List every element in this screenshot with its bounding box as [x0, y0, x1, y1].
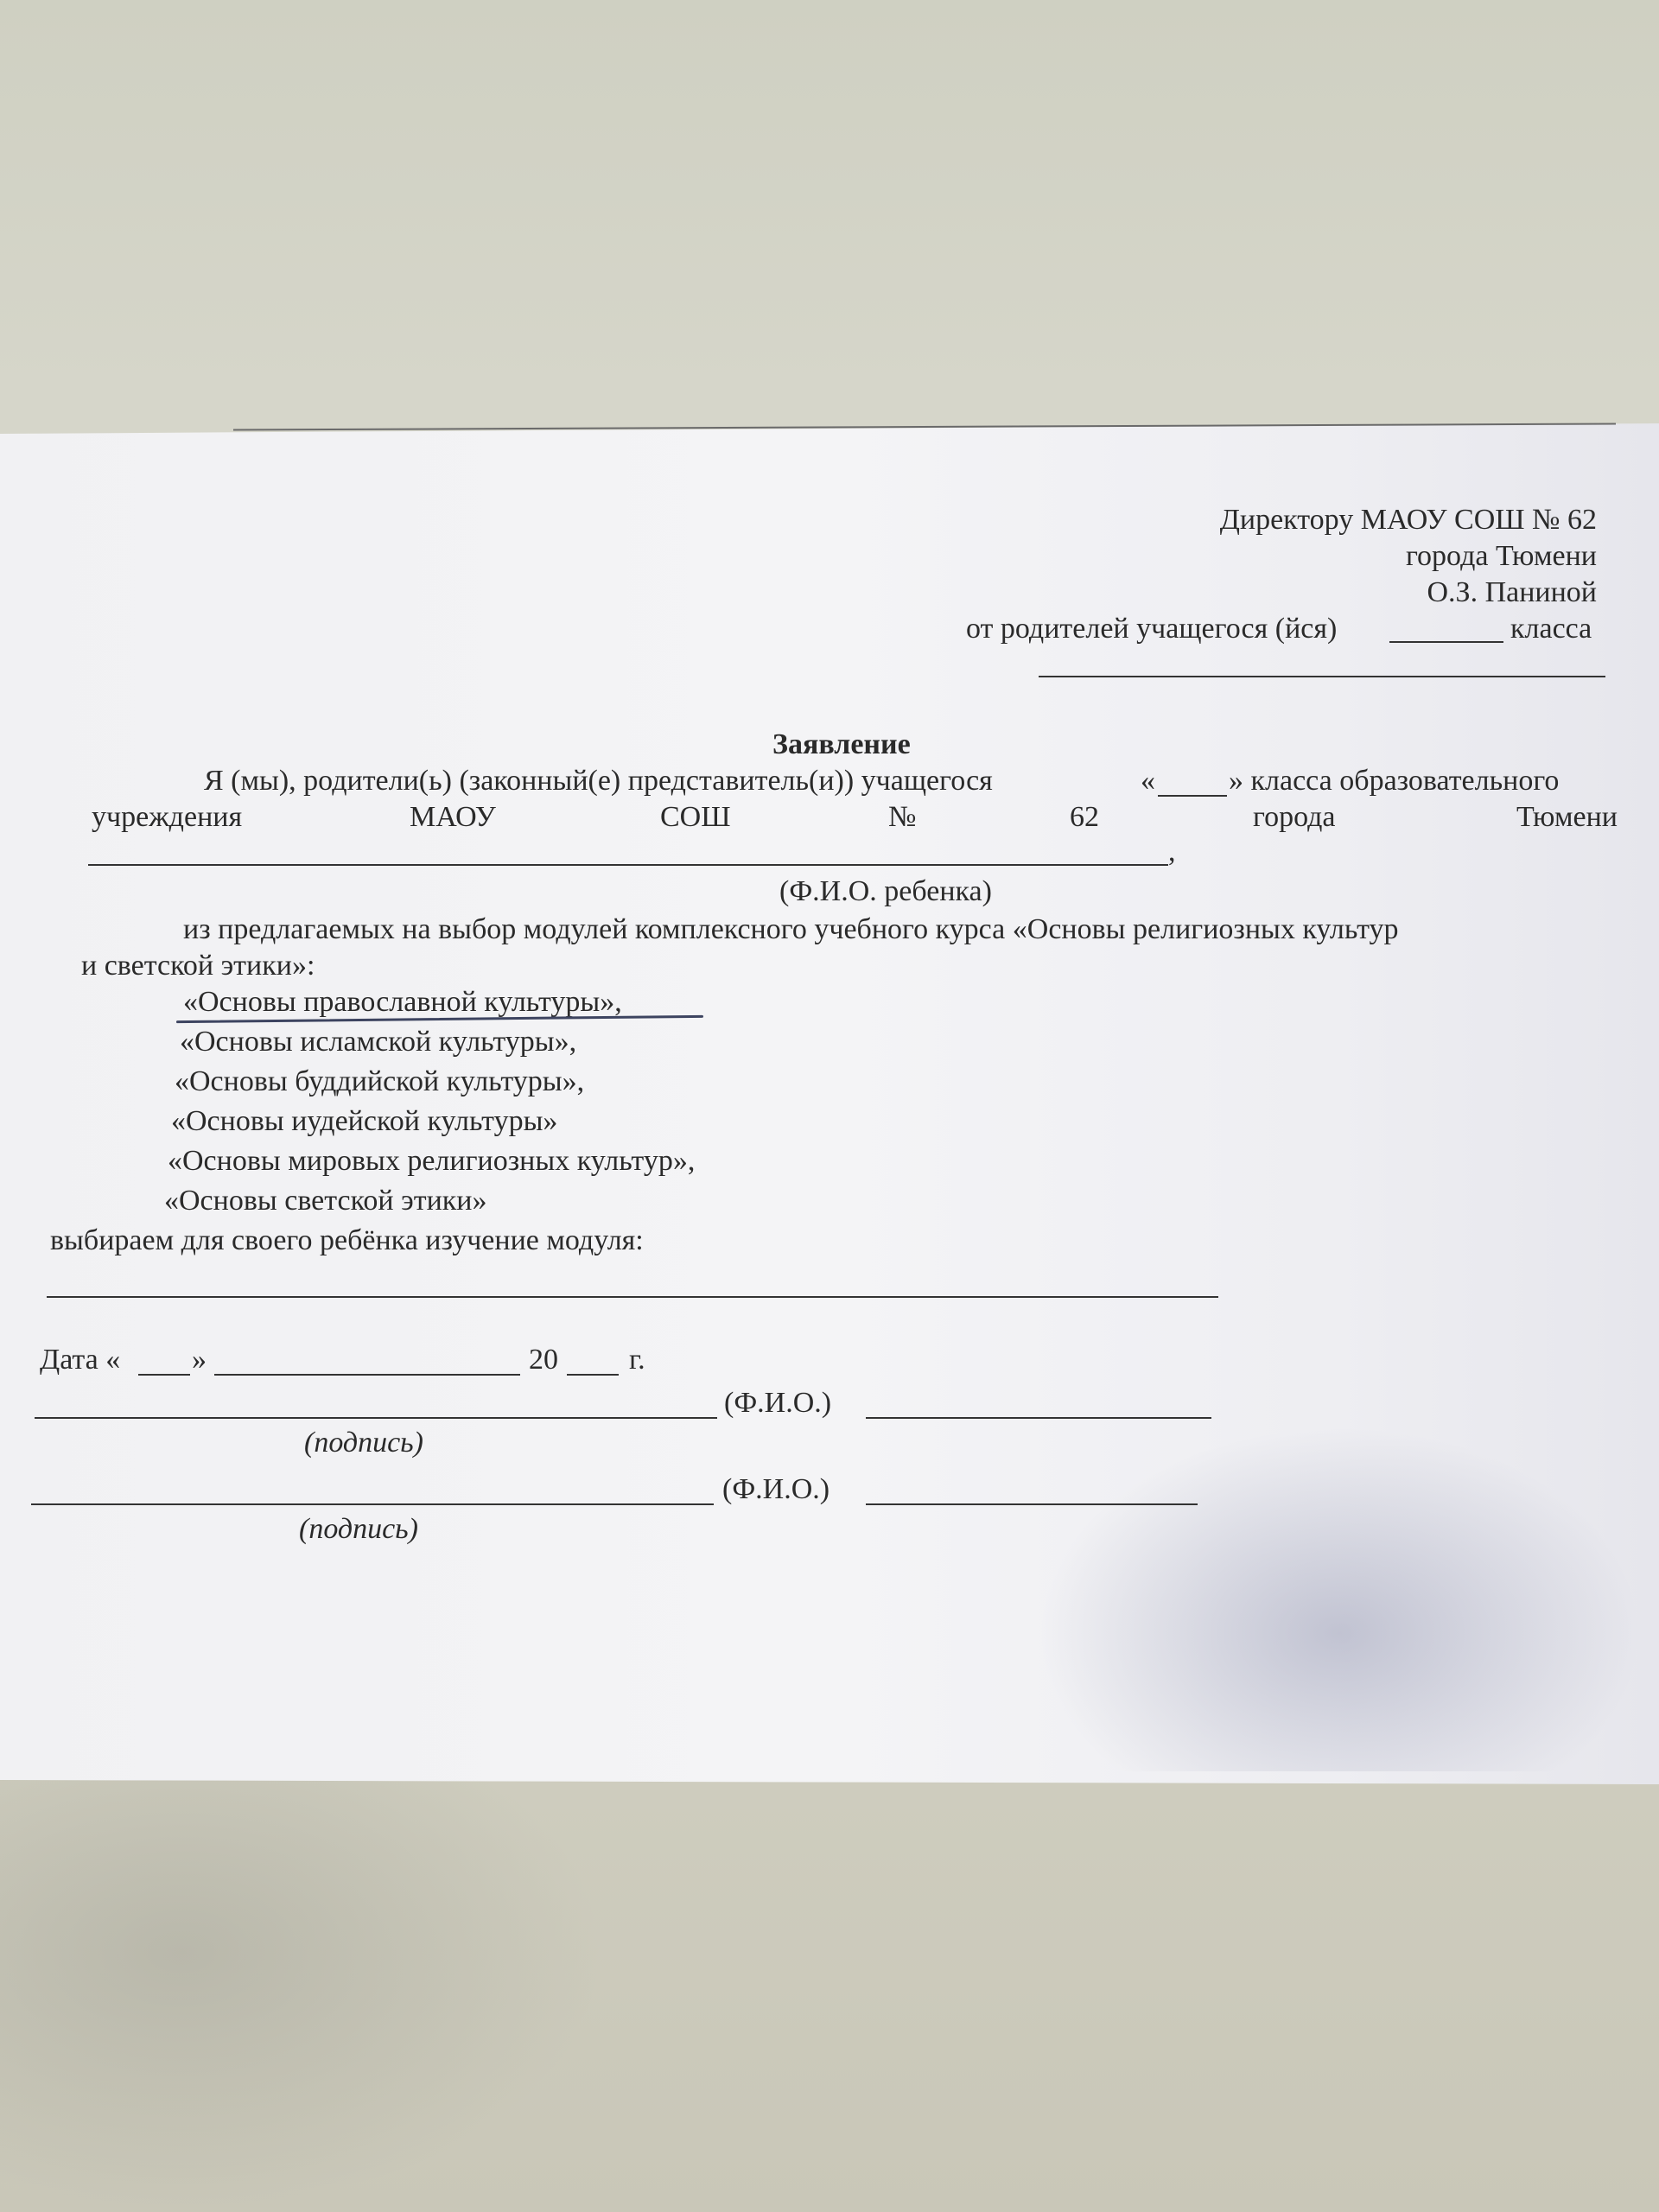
- parent-name-line[interactable]: [1039, 676, 1605, 677]
- signature-line-1[interactable]: [35, 1417, 717, 1419]
- fio-label-1: (Ф.И.О.): [724, 1387, 832, 1419]
- choose-module-text: выбираем для своего ребёнка изучение модуля:: [50, 1224, 644, 1256]
- child-name-caption: (Ф.И.О. ребенка): [779, 875, 992, 907]
- module-judaic: «Основы иудейской культуры»: [171, 1105, 558, 1137]
- class-suffix-text: » класса образовательного: [1229, 765, 1560, 797]
- student-class-blank[interactable]: [1158, 795, 1227, 797]
- module-islamic: «Основы исламской культуры»,: [180, 1026, 577, 1058]
- header-class-label: класса: [1510, 613, 1592, 645]
- date-label: Дата «: [40, 1344, 121, 1376]
- word-tyumen: Тюмени: [1516, 801, 1618, 833]
- date-close-quote: »: [192, 1344, 207, 1376]
- fio-line-1[interactable]: [866, 1417, 1211, 1419]
- header-addressee: Директору МАОУ СОШ № 62: [1219, 504, 1597, 536]
- date-year-suffix: г.: [629, 1344, 645, 1376]
- date-month-blank[interactable]: [214, 1374, 520, 1376]
- paper-shadow: [1037, 1426, 1642, 1771]
- signature-caption-2: (подпись): [299, 1513, 418, 1545]
- date-year-prefix: 20: [529, 1344, 558, 1376]
- child-name-line[interactable]: [88, 864, 1168, 866]
- header-city: города Тюмени: [1405, 540, 1597, 572]
- module-buddhist: «Основы буддийской культуры»,: [175, 1065, 585, 1097]
- fio-label-2: (Ф.И.О.): [722, 1473, 830, 1505]
- signature-caption-1: (подпись): [304, 1427, 423, 1459]
- class-blank-line[interactable]: [1389, 641, 1503, 643]
- word-school-number: 62: [1070, 801, 1099, 833]
- word-city: города: [1253, 801, 1336, 833]
- class-open-quote: «: [1141, 765, 1155, 797]
- module-secular-ethics: «Основы светской этики»: [164, 1185, 487, 1217]
- module-orthodox: «Основы православной культуры»,: [183, 986, 622, 1018]
- header-from-parents: от родителей учащегося (йся): [966, 613, 1338, 645]
- module-world-religions: «Основы мировых религиозных культур»,: [168, 1145, 696, 1177]
- signature-line-2[interactable]: [31, 1503, 714, 1505]
- statement-intro: Я (мы), родители(ь) (законный(е) представитель(и)) учащегося: [204, 765, 993, 797]
- chosen-module-line[interactable]: [47, 1296, 1218, 1298]
- word-maou: МАОУ: [410, 801, 496, 833]
- date-day-blank[interactable]: [138, 1374, 190, 1376]
- word-institution: учреждения: [92, 801, 243, 833]
- word-sosh: СОШ: [660, 801, 731, 833]
- modules-intro-line2: и светской этики»:: [81, 950, 315, 982]
- header-director-name: О.З. Паниной: [1427, 576, 1597, 608]
- child-name-comma: ,: [1168, 836, 1176, 868]
- word-number-sign: №: [888, 801, 917, 833]
- fio-line-2[interactable]: [866, 1503, 1198, 1505]
- date-year-blank[interactable]: [567, 1374, 619, 1376]
- modules-intro-line1: из предлагаемых на выбор модулей комплексного учебного курса «Основы религиозных культур: [183, 913, 1399, 945]
- table-background-stain: [0, 1780, 605, 2212]
- document-title: Заявление: [772, 728, 911, 760]
